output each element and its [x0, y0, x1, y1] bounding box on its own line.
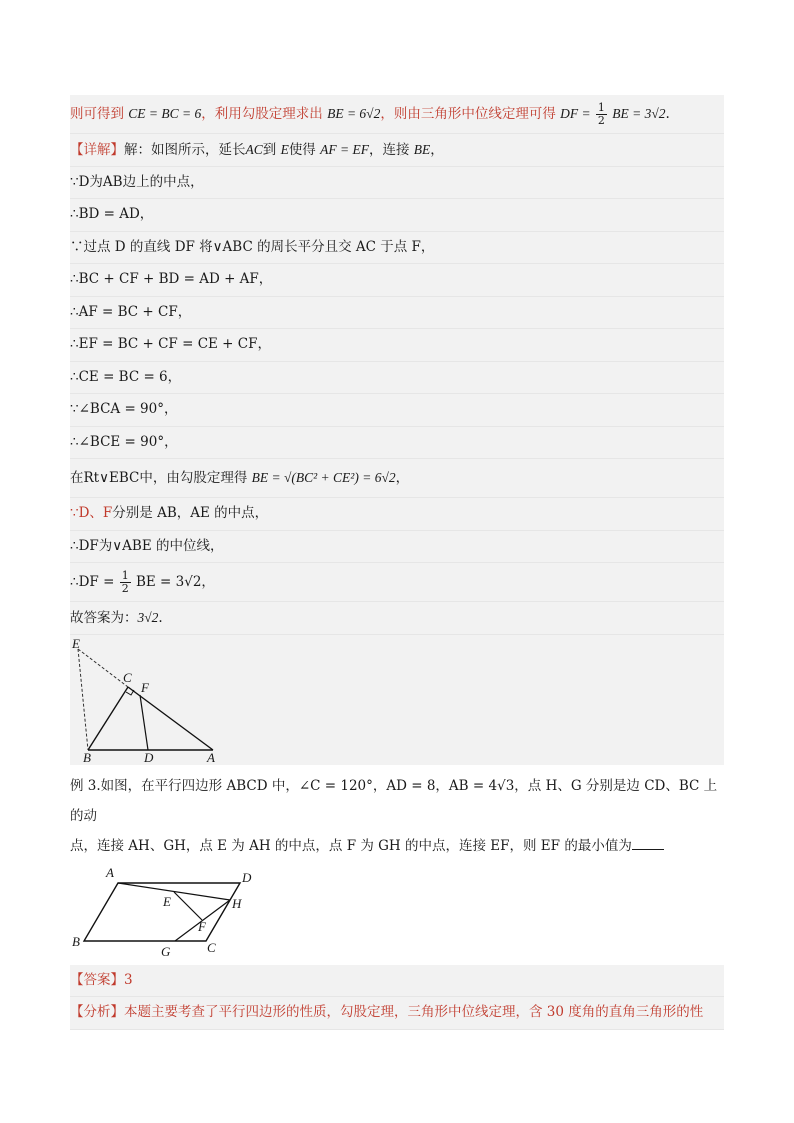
line-4 — [70, 199, 724, 232]
label-B: B — [72, 933, 80, 949]
line-12 — [70, 459, 724, 498]
document-content — [70, 95, 724, 1030]
line-13 — [70, 498, 724, 531]
formula: BE — [413, 142, 431, 157]
segment-AH — [118, 883, 230, 900]
text: ∴BD = AD， — [70, 206, 154, 222]
text: ， — [395, 470, 410, 486]
answer-line — [70, 965, 724, 998]
text: 到 — [262, 142, 277, 158]
problem-line-2-wrap — [70, 831, 724, 861]
text: ∵过点 D 的直线 DF 将∨ABC 的周长平分且交 AC 于点 F， — [70, 238, 435, 255]
label-A: A — [106, 864, 114, 880]
denominator: 2 — [597, 114, 605, 127]
text: ∴EF = BC + CF = CE + CF， — [70, 336, 271, 352]
text: ，则由三角形中位线定理可得 — [380, 106, 556, 122]
segment-DF — [140, 695, 148, 750]
label-C: C — [207, 939, 216, 955]
text: . — [665, 106, 670, 122]
triangle-diagram — [70, 635, 724, 765]
text: ∴CE = BC = 6， — [70, 368, 182, 385]
section-tag: 【详解】 — [70, 142, 124, 158]
numerator: 1 — [597, 101, 605, 114]
analysis-text: 本题主要考查了平行四边形的性质，勾股定理，三角形中位线定理，含 30 度角的直角三角形的性 — [124, 1004, 704, 1020]
text: ∴∠BCE = 90°， — [70, 433, 178, 450]
formula: CE = BC = 6 — [128, 106, 202, 121]
text: ∵D、F — [70, 505, 113, 521]
figure-2 — [70, 861, 724, 965]
label-G: G — [161, 943, 171, 959]
line-2 — [70, 134, 724, 167]
text: 则可得到 — [70, 106, 124, 122]
line-7 — [70, 297, 724, 330]
line-8 — [70, 329, 724, 362]
example-3-problem — [70, 771, 724, 861]
text: 使得 — [288, 142, 316, 158]
fraction — [596, 102, 607, 127]
line-1 — [70, 95, 724, 134]
answer-blank — [632, 835, 664, 850]
parallelogram-ABCD — [84, 883, 240, 941]
label-E: E — [163, 893, 171, 909]
label-F: F — [198, 918, 206, 934]
text: ∴DF为∨ABE 的中位线， — [70, 537, 224, 554]
parallelogram-diagram — [70, 861, 724, 965]
text: 故答案为： — [70, 610, 138, 626]
formula: AC — [245, 142, 263, 157]
line-6 — [70, 264, 724, 297]
line-3 — [70, 167, 724, 200]
formula: AF = EF — [320, 142, 369, 157]
line-15 — [70, 563, 724, 602]
text: ∴AF = BC + CF， — [70, 303, 192, 320]
analysis-tag: 【分析】 — [70, 1004, 124, 1020]
text: ，利用勾股定理求出 — [201, 106, 323, 122]
line-10 — [70, 394, 724, 427]
label-F: F — [141, 679, 149, 695]
segment-EB — [78, 649, 88, 750]
text: ∴DF = — [70, 574, 115, 590]
formula: BE = 6√2 — [327, 106, 381, 121]
text: ∴BC + CF + BD = AD + AF， — [70, 271, 273, 287]
denominator: 2 — [121, 582, 129, 595]
label-D: D — [144, 749, 154, 765]
answer-value: 3 — [124, 971, 133, 988]
label-E: E — [72, 635, 80, 651]
text: BE = 3√2， — [135, 574, 215, 590]
problem-line-1: 例 3.如图，在平行四边形 ABCD 中，∠C = 120°，AD = 8，AB = 4√3，点 H、G 分别是边 CD、BC 上的动 — [70, 777, 718, 824]
label-B: B — [83, 749, 91, 765]
problem-line-2: 点，连接 AH、GH，点 E 为 AH 的中点，点 F 为 GH 的中点，连接 EF，则 EF 的最小值为 — [70, 837, 632, 854]
line-14 — [70, 531, 724, 564]
text: ∵D为AB边上的中点， — [70, 173, 204, 190]
formula: BE = √(BC² + CE²) = 6√2 — [251, 470, 396, 485]
line-11 — [70, 427, 724, 460]
text: ， — [430, 142, 444, 158]
segment-BC — [88, 687, 128, 750]
label-D: D — [242, 869, 252, 885]
text: . — [158, 610, 163, 626]
answer-tag: 【答案】 — [70, 971, 124, 988]
formula: 3√2 — [137, 610, 159, 625]
line-5 — [70, 232, 724, 265]
figure-1 — [70, 635, 724, 765]
text: ∵∠BCA = 90°， — [70, 401, 178, 417]
formula: E — [280, 142, 289, 157]
analysis-line — [70, 997, 724, 1030]
label-C: C — [123, 669, 132, 685]
text: ，连接 — [368, 142, 410, 158]
text: 解：如图所示，延长 — [124, 142, 246, 158]
segment-EC — [78, 649, 128, 687]
formula: DF = — [560, 106, 591, 121]
numerator: 1 — [121, 569, 129, 582]
line-9 — [70, 362, 724, 395]
label-A: A — [207, 749, 215, 765]
line-16 — [70, 602, 724, 635]
segment-EF — [174, 892, 202, 920]
text: 在Rt∨EBC中，由勾股定理得 — [70, 470, 248, 486]
label-H: H — [232, 895, 242, 911]
text: 分别是 AB，AE 的中点， — [112, 505, 269, 521]
formula: BE = 3√2 — [612, 106, 666, 121]
fraction — [120, 570, 131, 595]
